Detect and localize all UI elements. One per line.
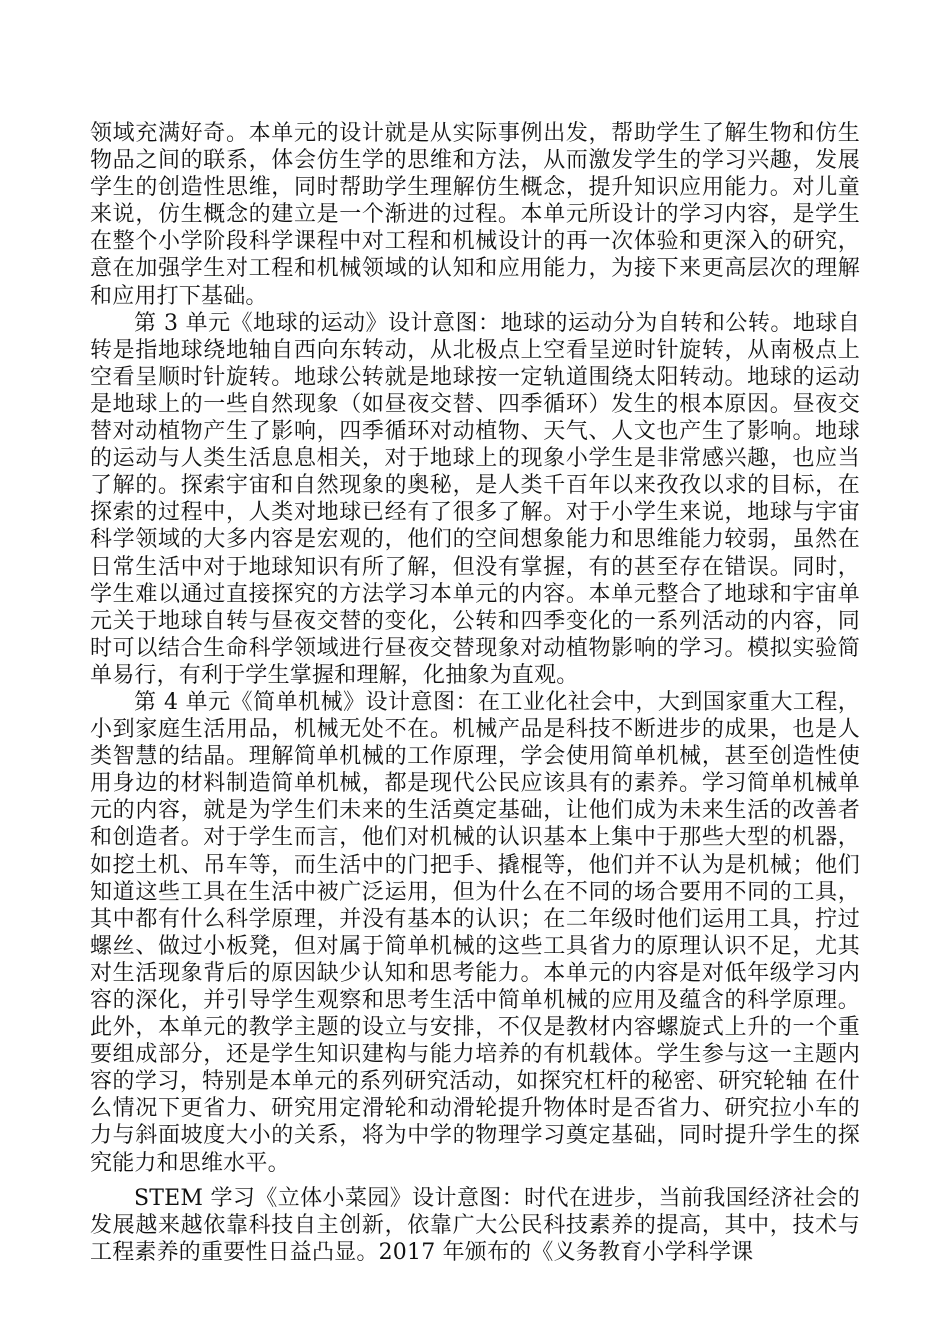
paragraph-unit-4-simple-machines: 第 4 单元《简单机械》设计意图：在工业化社会中，大到国家重大工程，小到家庭生活用品，机械无处不在。机械产品是科技不断进步的成果，也是人类智慧的结晶。理解简单机械的工作原理，学会使用简单机械，甚至创造性使用身边的材料制造简单机械，都是现代公民应该具有的素养。学习简单机械单元的内容，就是为学生们未来的生活奠定基础，让他们成为未来生活的改善者和创造者。对于学生而言，他们对机械的认识基本上集中于那些大型的机器，如挖土机、吊车等，而生活中的门把手、撬棍等，他们并不认为是机械；他们知道这些工具在生活中被广泛运用，但为什么在不同的场合要用不同的工具，其中都有什么科学原理，并没有基本的认识；在二年级时他们运用工具，拧过螺丝、做过小板凳，但对属于简单机械的这些工具省力的原理认识不足，尤其对生活现象背后的原因缺少认知和思考能力。本单元的内容是对低年级学习内容的深化，并引导学生观察和思考生活中简单机械的应用及蕴含的科学原理。 此外，本单元的教学主题的设立与安排，不仅是教材内容螺旋式上升的一个重要组成部分，还是学生知识建构与能力培养的有机载体。学生参与这一主题内容的学习，特别是本单元的系列研究活动，如探究杠杆的秘密、研究轮轴 在什么情况下更省力、研究用定滑轮和动滑轮提升物体时是否省力、研究拉小车的力与斜面坡度大小的关系，将为中学的物理学习奠定基础，同时提升学生的探究能力和思维水平。: [90, 689, 860, 1176]
document-page: [90, 120, 860, 1266]
paragraph-stem-vegetable-garden: STEM 学习《立体小菜园》设计意图：时代在进步，当前我国经济社会的发展越来越依靠科技自主创新，依靠广大公民科技素养的提高，其中，技术与工程素养的重要性日益凸显。2017 年颁布的《义务教育小学科学课: [90, 1185, 860, 1265]
paragraph-unit-3-earth-motion: 第 3 单元《地球的运动》设计意图：地球的运动分为自转和公转。地球自转是指地球绕地轴自西向东转动，从北极点上空看呈逆时针旋转，从南极点上空看呈顺时针旋转。地球公转就是地球按一定轨道围绕太阳转动。地球的运动是地球上的一些自然现象（如昼夜交替、四季循环）发生的根本原因。昼夜交替对动植物产生了影响，四季循环对动植物、天气、人文也产生了影响。地球的运动与人类生活息息相关，对于地球上的现象小学生是非常感兴趣，也应当了解的。探索宇宙和自然现象的奥秘，是人类千百年以来孜孜以求的目标，在探索的过程中，人类对地球已经有了很多了解。对于小学生来说，地球与宇宙科学领域的大多内容是宏观的，他们的空间想象能力和思维能力较弱，虽然在日常生活中对于地球知识有所了解，但没有掌握，有的甚至存在错误。同时，学生难以通过直接探究的方法学习本单元的内容。本单元整合了地球和宇宙单元关于地球自转与昼夜交替的变化，公转和四季变化的一系列活动的内容，同时可以结合生命科学领域进行昼夜交替现象对动植物影响的学习。模拟实验简单易行，有利于学生掌握和理解，化抽象为直观。: [90, 310, 860, 688]
paragraph-bionics-continuation: 领域充满好奇。本单元的设计就是从实际事例出发，帮助学生了解生物和仿生物品之间的联系，体会仿生学的思维和方法，从而激发学生的学习兴趣，发展学生的创造性思维，同时帮助学生理解仿生概念，提升知识应用能力。对儿童来说，仿生概念的建立是一个渐进的过程。本单元所设计的学习内容，是学生在整个小学阶段科学课程中对工程和机械设计的再一次体验和更深入的研究，意在加强学生对工程和机械领域的认知和应用能力，为接下来更高层次的理解和应用打下基础。: [90, 121, 860, 309]
